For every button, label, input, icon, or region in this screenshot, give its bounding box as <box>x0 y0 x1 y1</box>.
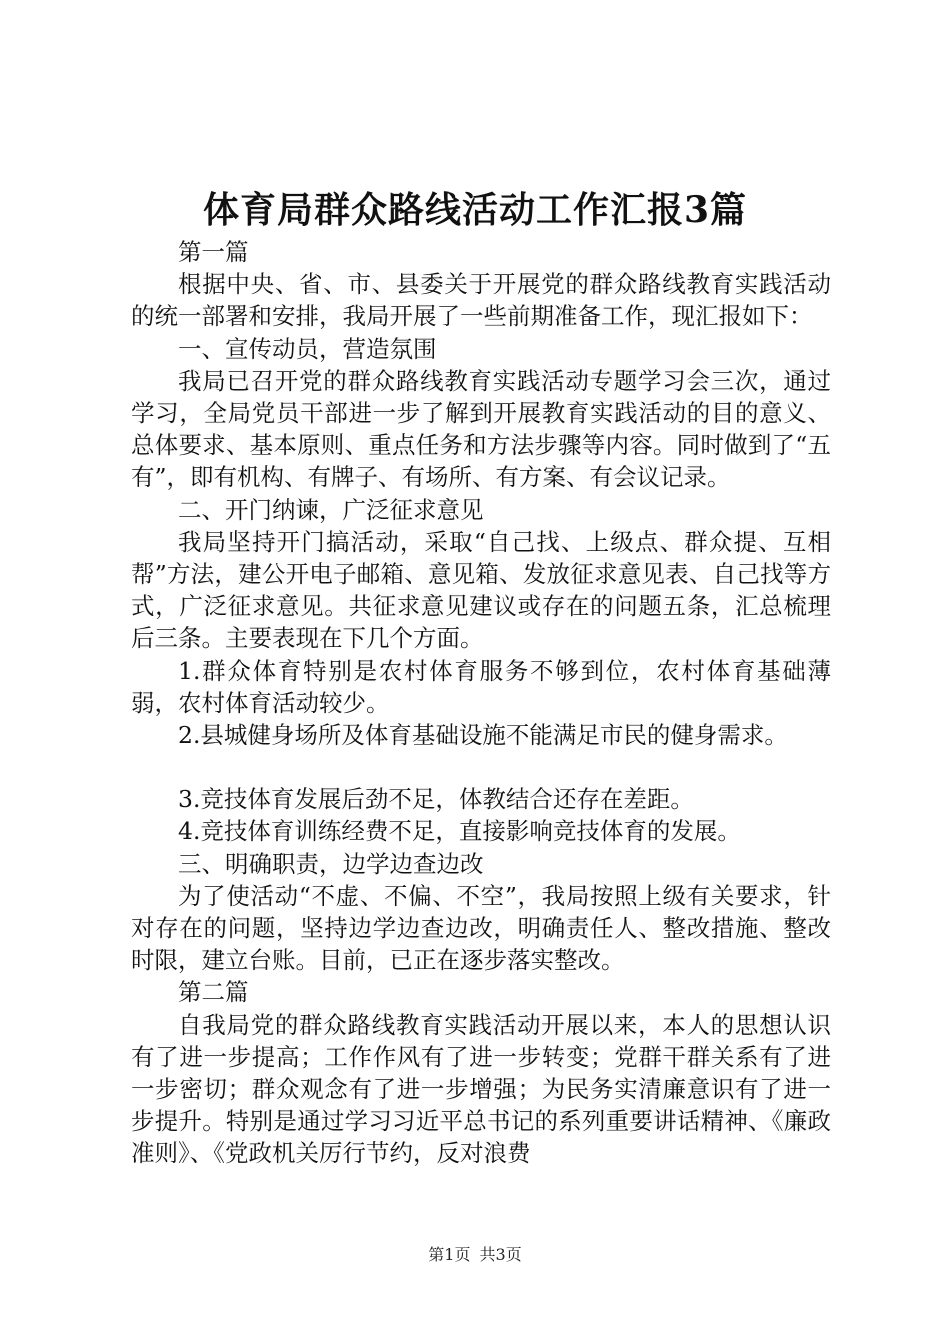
page-footer <box>0 1243 950 1267</box>
page-number: 第1页 <box>428 1245 471 1264</box>
paragraph: 根据中央、省、市、县委关于开展党的群众路线教育实践活动的统一部署和安排，我局开展了一些前期准备工作，现汇报如下： <box>131 270 831 331</box>
paragraph: 我局已召开党的群众路线教育实践活动专题学习会三次，通过学习，全局党员干部进一步了解到开展教育实践活动的目的意义、总体要求、基本原则、重点任务和方法步骤等内容。同时做到了“五有”，即有机构、有牌子、有场所、有方案、有会议记录。 <box>131 366 831 492</box>
list-item: 3.竞技体育发展后劲不足，体教结合还存在差距。 <box>178 785 694 814</box>
document-body <box>131 236 831 1170</box>
document-title: 体育局群众路线活动工作汇报3篇 <box>202 189 748 231</box>
list-item: 2.县城健身场所及体育基础设施不能满足市民的健身需求。 <box>178 721 788 750</box>
paragraph: 我局坚持开门搞活动，采取“自己找、上级点、群众提、互相帮”方法，建公开电子邮箱、意见箱、发放征求意见表、自己找等方式，广泛征求意见。共征求意见建议或存在的问题五条，汇总梳理后三条。主要表现在下几个方面。 <box>131 527 831 653</box>
list-item: 1.群众体育特别是农村体育服务不够到位，农村体育基础薄弱，农村体育活动较少。 <box>131 656 831 717</box>
page-total: 共3页 <box>479 1245 522 1264</box>
section-heading: 一、宣传动员，营造氛围 <box>178 334 437 363</box>
list-item: 4.竞技体育训练经费不足，直接影响竞技体育的发展。 <box>178 817 741 846</box>
section-heading: 第二篇 <box>178 978 249 1007</box>
paragraph: 为了使活动“不虚、不偏、不空”，我局按照上级有关要求，针对存在的问题，坚持边学边查边改，明确责任人、整改措施、整改时限，建立台账。目前，已正在逐步落实整改。 <box>131 881 831 975</box>
section-heading: 三、明确职责，边学边查边改 <box>178 849 484 878</box>
paragraph: 自我局党的群众路线教育实践活动开展以来，本人的思想认识有了进一步提高；工作作风有了进一步转变；党群干群关系有了进一步密切；群众观念有了进一步增强；为民务实清廉意识有了进一步提升。特别是通过学习习近平总书记的系列重要讲话精神、《廉政准则》、《党政机关厉行节约，反对浪费 <box>131 1010 831 1168</box>
section-heading: 第一篇 <box>178 238 249 266</box>
section-heading: 二、开门纳谏，广泛征求意见 <box>178 495 484 524</box>
